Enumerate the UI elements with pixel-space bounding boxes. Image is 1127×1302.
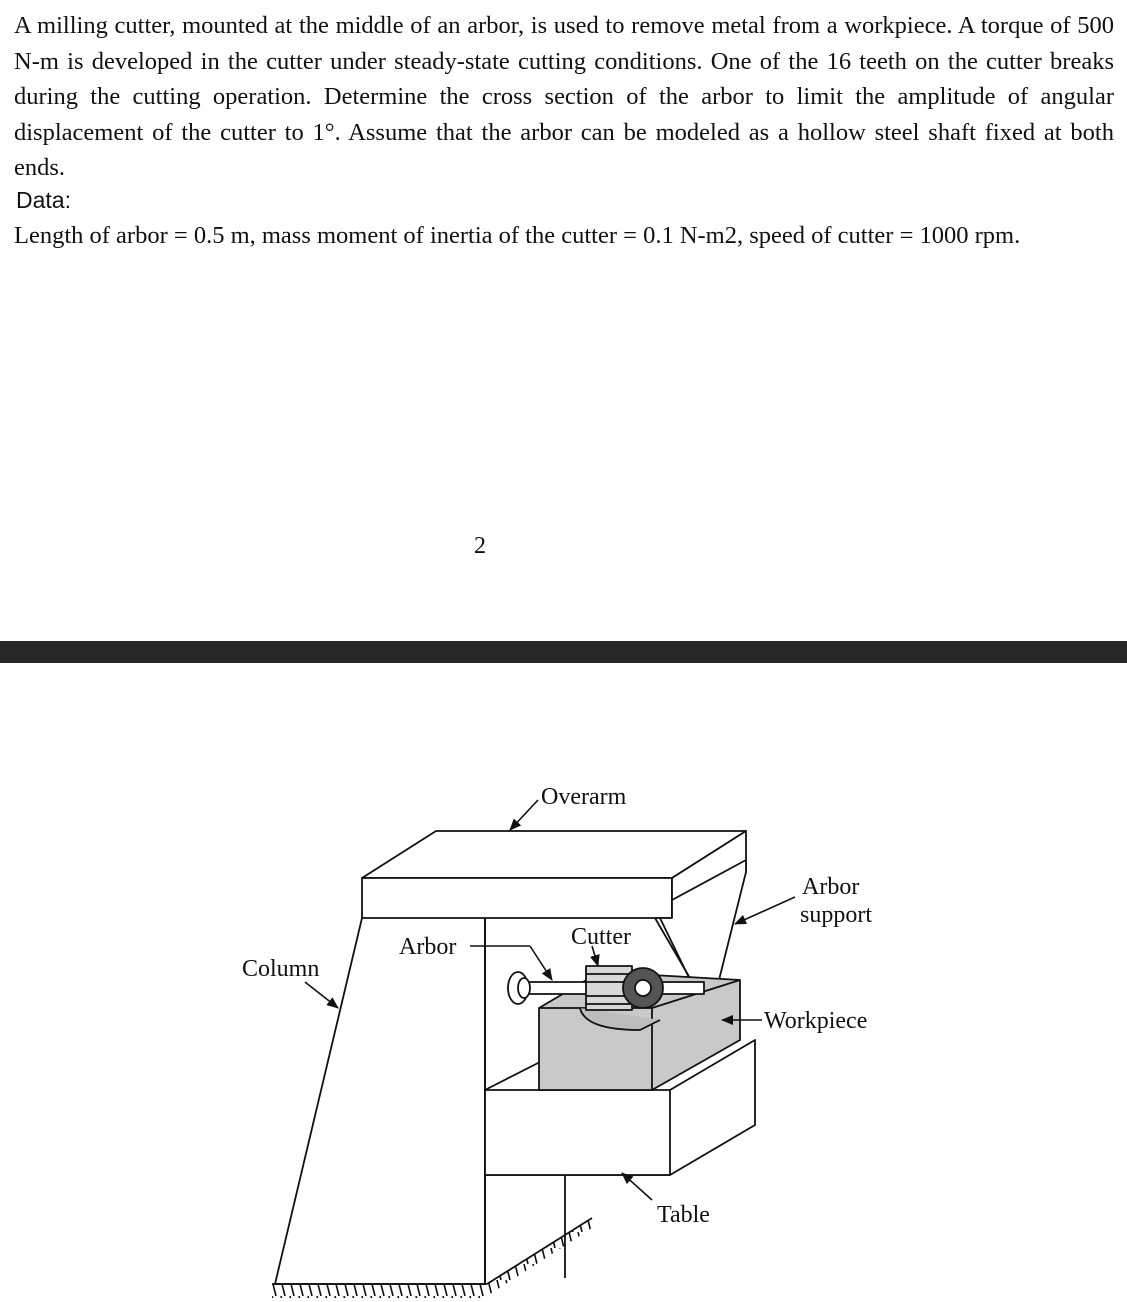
problem-statement xyxy=(14,8,1114,186)
data-values: Length of arbor = 0.5 m, mass moment of inertia of the cutter = 0.1 N-m2, speed of cutter = 1000 rpm. xyxy=(14,222,1021,249)
milling-machine-figure xyxy=(0,663,1127,1302)
label-arbor-support-2: support xyxy=(800,902,872,928)
label-overarm: Overarm xyxy=(541,784,627,810)
label-cutter: Cutter xyxy=(571,924,631,950)
label-workpiece: Workpiece xyxy=(764,1008,868,1034)
ground-hatch-1 xyxy=(272,1284,487,1298)
milling-machine-diagram xyxy=(0,663,1127,1302)
label-arbor-support-1: Arbor xyxy=(802,874,860,900)
label-column: Column xyxy=(242,956,320,982)
label-table: Table xyxy=(657,1202,710,1228)
label-arbor: Arbor xyxy=(399,934,457,960)
page-number: 2 xyxy=(474,533,486,559)
cutter xyxy=(586,966,663,1010)
ground-hatch-2 xyxy=(487,1218,592,1296)
divider-bar xyxy=(0,641,1127,663)
problem-text: A milling cutter, mounted at the middle of an arbor, is used to remove metal from a workpiece. A torque of 500 N-m is developed in the cutter under steady-state cutting conditions. One of the 16 teeth on the cutter breaks during the cutting operation. Determine the cross section of the arbor to limit the amplitude of angular displacement of the cutter to 1°. Assume that the arbor can be modeled as a hollow steel shaft fixed at both ends. xyxy=(14,12,1114,181)
data-heading: Data: xyxy=(16,187,71,213)
